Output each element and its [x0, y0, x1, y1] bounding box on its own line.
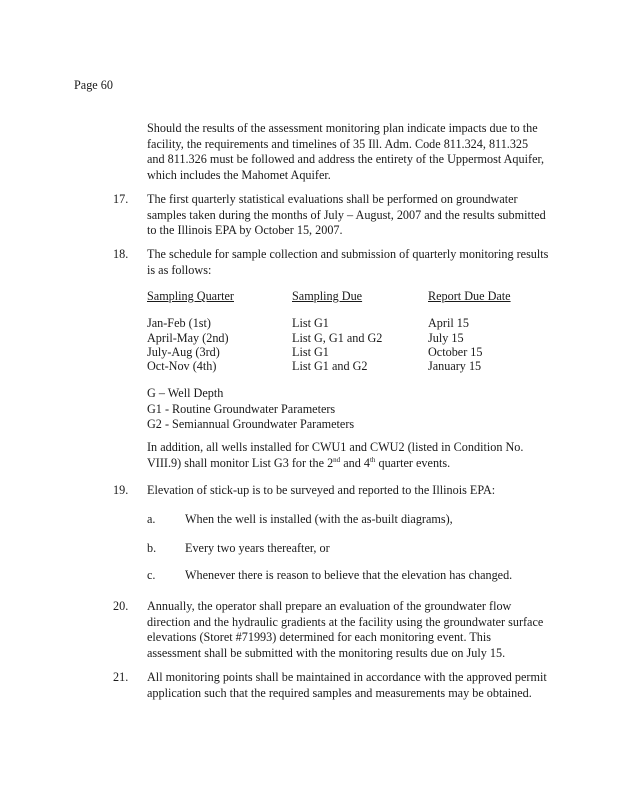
- item-19-text: Elevation of stick-up is to be surveyed and reported to the Illinois EPA:: [147, 483, 496, 497]
- table-header-sampling-quarter: Sampling Quarter: [147, 289, 234, 303]
- item-20-line: assessment shall be submitted with the monitoring results due on July 15.: [147, 645, 506, 660]
- table-header-sampling-due: Sampling Due: [292, 289, 363, 303]
- item-20-line: Annually, the operator shall prepare an evaluation of the groundwater flow: [147, 599, 512, 613]
- intro-line: facility, the requirements and timelines of 35 Ill. Adm. Code 811.324, 811.325: [147, 136, 529, 151]
- intro-line: Should the results of the assessment monitoring plan indicate impacts due to the: [147, 121, 538, 135]
- table-cell: April 15: [428, 316, 469, 330]
- legend-line: G1 - Routine Groundwater Parameters: [147, 401, 336, 416]
- item-17-line: to the Illinois EPA by October 15, 2007.: [147, 223, 343, 238]
- table-cell: List G1 and G2: [292, 359, 368, 373]
- table-cell: July 15: [428, 331, 464, 345]
- item-21-line: application such that the required samples and measurements may be obtained.: [147, 685, 532, 700]
- item-17-number: 17.: [113, 192, 129, 206]
- table-cell: List G1: [292, 316, 329, 330]
- table-cell: October 15: [428, 345, 483, 359]
- subitem-c-text: Whenever there is reason to believe that the elevation has changed.: [185, 568, 513, 582]
- item-18-line: is as follows:: [147, 262, 212, 277]
- table-cell: January 15: [428, 359, 482, 373]
- table-cell: July-Aug (3rd): [147, 345, 220, 359]
- subitem-a-text: When the well is installed (with the as-built diagrams),: [185, 512, 453, 526]
- item-17-text: [147, 192, 546, 239]
- subitem-a-letter: a.: [147, 512, 156, 526]
- item-18-number: 18.: [113, 247, 129, 261]
- table-cell: List G, G1 and G2: [292, 331, 383, 345]
- item-21-number: 21.: [113, 670, 129, 684]
- table-header-report-due-date: Report Due Date: [428, 289, 511, 303]
- item-19-number: 19.: [113, 483, 129, 497]
- intro-paragraph: [147, 121, 544, 183]
- table-cell: Jan-Feb (1st): [147, 316, 211, 330]
- subitem-c-letter: c.: [147, 568, 156, 582]
- table-cell: List G1: [292, 345, 329, 359]
- item-17-line: samples taken during the months of July – August, 2007 and the results submitted: [147, 207, 546, 222]
- item-18-text: [147, 247, 548, 278]
- item-20-number: 20.: [113, 599, 129, 613]
- item-18-line: The schedule for sample collection and submission of quarterly monitoring results: [147, 247, 549, 261]
- item-20-line: elevations (Storet #71993) determined for each monitoring event. This: [147, 630, 491, 645]
- page-label: Page 60: [74, 78, 113, 92]
- item-21-line: All monitoring points shall be maintained in accordance with the approved permit: [147, 670, 547, 684]
- item-20-line: direction and the hydraulic gradients at the facility using the groundwater surface: [147, 614, 544, 629]
- intro-line: and 811.326 must be followed and address the entirety of the Uppermost Aquifer,: [147, 152, 545, 167]
- subitem-b-text: Every two years thereafter, or: [185, 541, 330, 555]
- addition-line: In addition, all wells installed for CWU1 and CWU2 (listed in Condition No.: [147, 440, 524, 454]
- addition-paragraph: [147, 440, 523, 471]
- parameter-legend: [147, 386, 354, 433]
- item-17-line: The first quarterly statistical evaluations shall be performed on groundwater: [147, 192, 518, 206]
- addition-line: VIII.9) shall monitor List G3 for the 2nd and 4th quarter events.: [147, 455, 451, 470]
- table-cell: Oct-Nov (4th): [147, 359, 217, 373]
- intro-line: which includes the Mahomet Aquifer.: [147, 167, 331, 182]
- subitem-b-letter: b.: [147, 541, 157, 555]
- legend-line: G2 - Semiannual Groundwater Parameters: [147, 417, 355, 432]
- table-cell: April-May (2nd): [147, 331, 229, 345]
- legend-line: G – Well Depth: [147, 386, 224, 400]
- item-20-text: [147, 599, 543, 661]
- item-21-text: [147, 670, 547, 701]
